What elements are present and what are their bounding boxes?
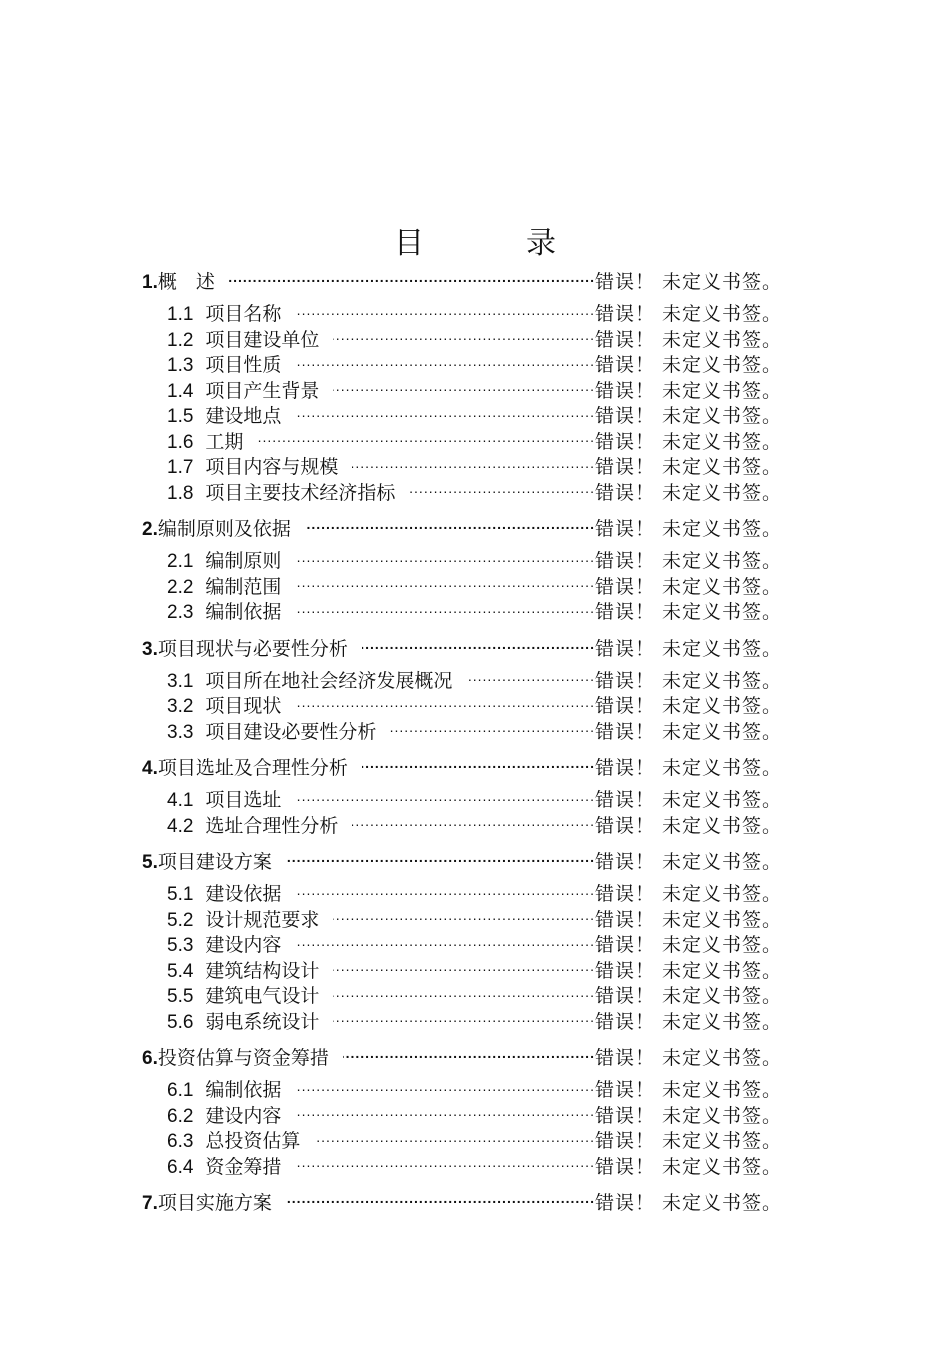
dot-leader (333, 958, 595, 977)
toc-entry-number: 1.3 (167, 355, 194, 376)
toc-entry-number: 3.1 (167, 670, 194, 692)
toc-section-entry[interactable] (142, 1009, 782, 1035)
toc-entry-title: 资金筹措 (205, 1155, 282, 1178)
toc-entry-title: 编制原则 (205, 550, 282, 572)
toc-chapter-entry[interactable] (142, 268, 782, 296)
toc-page-ref: 错误！ 未定义书签。 (594, 601, 782, 623)
toc-section-entry[interactable] (142, 574, 782, 600)
toc-page-ref: 错误！ 未定义书签。 (594, 328, 782, 351)
toc-entry-title: 项目选址 (205, 789, 282, 811)
toc-entry-title: 建筑电气设计 (205, 985, 320, 1007)
toc-entry-number: 1.4 (167, 380, 194, 402)
table-of-contents (142, 268, 782, 1217)
toc-entry-number: 1.5 (167, 406, 194, 427)
toc-entry-number: 5.6 (167, 1011, 194, 1033)
toc-section-entry[interactable] (142, 668, 782, 694)
toc-page-ref: 错误！ 未定义书签。 (594, 1047, 782, 1069)
toc-entry-title: 弱电系统设计 (205, 1010, 320, 1033)
toc-entry-title: 投资估算与资金筹措 (157, 1047, 329, 1069)
toc-entry-title: 编制依据 (205, 1079, 282, 1101)
dot-leader (295, 352, 595, 371)
dot-leader (286, 1190, 595, 1209)
dot-leader (295, 1154, 595, 1173)
toc-page-ref: 错误！ 未定义书签。 (594, 303, 782, 325)
toc-section-entry[interactable] (142, 301, 782, 327)
toc-entry-number: 1. (142, 272, 158, 293)
dot-leader (295, 301, 595, 320)
toc-entry-number: 6.4 (167, 1156, 194, 1178)
toc-entry-title: 项目实施方案 (157, 1192, 272, 1214)
toc-entry-number: 1.6 (167, 431, 194, 453)
toc-entry-title: 项目主要技术经济指标 (205, 481, 396, 504)
toc-page-ref: 错误！ 未定义书签。 (594, 1155, 782, 1178)
toc-page-ref: 错误！ 未定义书签。 (594, 637, 782, 660)
toc-page-ref: 错误！ 未定义书签。 (594, 481, 782, 504)
dot-leader (295, 403, 595, 422)
toc-entry-title: 项目性质 (205, 354, 282, 376)
toc-entry-number: 6.1 (167, 1080, 194, 1101)
toc-entry-title: 项目名称 (205, 303, 282, 325)
dot-leader (466, 668, 595, 687)
dot-leader (295, 932, 595, 951)
toc-section-entry[interactable] (142, 787, 782, 813)
toc-page-ref: 错误！ 未定义书签。 (594, 430, 782, 453)
toc-page-ref: 错误！ 未定义书签。 (594, 271, 782, 293)
dot-leader (352, 454, 595, 473)
toc-entry-number: 3.2 (167, 696, 194, 717)
toc-section-entry[interactable] (142, 932, 782, 958)
toc-page-ref: 错误！ 未定义书签。 (594, 1192, 782, 1214)
toc-entry-number: 2.3 (167, 602, 194, 623)
dot-leader (362, 636, 595, 655)
dot-leader (333, 983, 595, 1002)
toc-section-entry[interactable] (142, 378, 782, 404)
toc-entry-number: 4.2 (167, 815, 194, 837)
toc-entry-number: 1.7 (167, 457, 194, 478)
toc-entry-number: 6.3 (167, 1131, 194, 1152)
toc-entry-number: 5.4 (167, 960, 194, 982)
toc-chapter-entry[interactable] (142, 848, 782, 876)
dot-leader (333, 327, 595, 346)
toc-page-ref: 错误！ 未定义书签。 (594, 883, 782, 905)
toc-section-entry[interactable] (142, 983, 782, 1009)
toc-page-ref: 错误！ 未定义书签。 (594, 379, 782, 402)
toc-entry-title: 项目建设方案 (157, 851, 272, 873)
dot-leader (343, 1045, 595, 1064)
toc-entry-title: 建设内容 (205, 1104, 282, 1127)
toc-entry-title: 工期 (205, 430, 244, 453)
toc-section-entry[interactable] (142, 352, 782, 378)
dot-leader (295, 881, 595, 900)
toc-page-ref: 错误！ 未定义书签。 (594, 934, 782, 956)
toc-page-ref: 错误！ 未定义书签。 (594, 1079, 782, 1101)
dot-leader (257, 429, 595, 448)
toc-page-ref: 错误！ 未定义书签。 (594, 908, 782, 931)
toc-page-ref: 错误！ 未定义书签。 (594, 669, 782, 692)
toc-page-ref: 错误！ 未定义书签。 (594, 1130, 782, 1152)
toc-chapter-entry[interactable] (142, 635, 782, 663)
dot-leader (295, 599, 595, 618)
toc-page-ref: 错误！ 未定义书签。 (594, 1010, 782, 1033)
toc-entry-number: 2.1 (167, 551, 194, 572)
toc-section-entry[interactable] (142, 480, 782, 506)
toc-entry-title: 建设地点 (205, 405, 282, 427)
toc-entry-number: 5.2 (167, 909, 194, 931)
toc-section-entry[interactable] (142, 327, 782, 353)
dot-leader (295, 1077, 595, 1096)
dot-leader (314, 1128, 595, 1147)
toc-section-entry[interactable] (142, 1103, 782, 1129)
dot-leader (362, 755, 595, 774)
dot-leader (295, 693, 595, 712)
toc-entry-number: 4. (142, 758, 158, 779)
toc-chapter-entry[interactable] (142, 1044, 782, 1072)
dot-leader (390, 719, 595, 738)
toc-section-entry[interactable] (142, 1077, 782, 1103)
toc-entry-title: 选址合理性分析 (205, 814, 339, 837)
toc-chapter-entry[interactable] (142, 1189, 782, 1217)
toc-entry-title: 设计规范要求 (205, 908, 320, 931)
dot-leader (305, 516, 595, 535)
toc-entry-number: 5.3 (167, 935, 194, 956)
toc-entry-number: 5.5 (167, 986, 194, 1007)
toc-entry-number: 1.2 (167, 329, 194, 351)
toc-section-entry[interactable] (142, 1154, 782, 1180)
toc-entry-title: 总投资估算 (205, 1130, 301, 1152)
toc-page-ref: 错误！ 未定义书签。 (594, 985, 782, 1007)
toc-entry-title: 项目所在地社会经济发展概况 (205, 669, 453, 692)
toc-entry-title: 项目建设单位 (205, 328, 320, 351)
toc-entry-title: 编制范围 (205, 575, 282, 598)
toc-section-entry[interactable] (142, 548, 782, 574)
toc-page-ref: 错误！ 未定义书签。 (594, 814, 782, 837)
toc-entry-number: 5.1 (167, 884, 194, 905)
toc-page-ref: 错误！ 未定义书签。 (594, 405, 782, 427)
dot-leader (295, 787, 595, 806)
toc-page-ref: 错误！ 未定义书签。 (594, 1104, 782, 1127)
dot-leader (295, 548, 595, 567)
toc-section-entry[interactable] (142, 429, 782, 455)
toc-section-entry[interactable] (142, 719, 782, 745)
page-title: 目 录 (394, 226, 592, 261)
toc-section-entry[interactable] (142, 403, 782, 429)
toc-entry-title: 概 述 (157, 271, 215, 293)
toc-page-ref: 错误！ 未定义书签。 (594, 354, 782, 376)
toc-page-ref: 错误！ 未定义书签。 (594, 518, 782, 540)
toc-section-entry[interactable] (142, 1128, 782, 1154)
dot-leader (286, 849, 595, 868)
toc-entry-title: 项目产生背景 (205, 379, 320, 402)
toc-entry-title: 建设内容 (205, 934, 282, 956)
toc-entry-number: 2.2 (167, 576, 194, 598)
dot-leader (229, 269, 595, 288)
toc-entry-title: 编制原则及依据 (157, 518, 291, 540)
toc-section-entry[interactable] (142, 599, 782, 625)
dot-leader (333, 907, 595, 926)
toc-entry-number: 3. (142, 638, 158, 660)
toc-entry-title: 项目现状与必要性分析 (157, 637, 348, 660)
toc-entry-title: 项目现状 (205, 695, 282, 717)
toc-section-entry[interactable] (142, 693, 782, 719)
toc-entry-number: 5. (142, 852, 158, 873)
toc-entry-title: 建设依据 (205, 883, 282, 905)
toc-section-entry[interactable] (142, 907, 782, 933)
toc-entry-number: 2. (142, 519, 158, 540)
dot-leader (333, 378, 595, 397)
toc-page-ref: 错误！ 未定义书签。 (594, 575, 782, 598)
toc-entry-title: 建筑结构设计 (205, 959, 320, 982)
toc-chapter-entry[interactable] (142, 754, 782, 782)
toc-entry-number: 3.3 (167, 721, 194, 743)
dot-leader (352, 813, 595, 832)
toc-page-ref: 错误！ 未定义书签。 (594, 789, 782, 811)
toc-section-entry[interactable] (142, 881, 782, 907)
toc-entry-number: 1.1 (167, 304, 194, 325)
toc-page-ref: 错误！ 未定义书签。 (594, 959, 782, 982)
toc-page-ref: 错误！ 未定义书签。 (594, 720, 782, 743)
dot-leader (295, 574, 595, 593)
toc-page-ref: 错误！ 未定义书签。 (594, 550, 782, 572)
dot-leader (409, 480, 595, 499)
toc-entry-title: 项目内容与规模 (205, 456, 339, 478)
toc-page-ref: 错误！ 未定义书签。 (594, 757, 782, 779)
toc-section-entry[interactable] (142, 454, 782, 480)
toc-entry-number: 4.1 (167, 790, 194, 811)
toc-entry-number: 7. (142, 1193, 158, 1214)
toc-chapter-entry[interactable] (142, 515, 782, 543)
toc-entry-title: 项目建设必要性分析 (205, 720, 377, 743)
dot-leader (295, 1103, 595, 1122)
toc-entry-title: 项目选址及合理性分析 (157, 757, 348, 779)
toc-entry-number: 6. (142, 1048, 158, 1069)
toc-entry-number: 1.8 (167, 482, 194, 504)
toc-section-entry[interactable] (142, 958, 782, 984)
toc-section-entry[interactable] (142, 813, 782, 839)
dot-leader (333, 1009, 595, 1028)
toc-page-ref: 错误！ 未定义书签。 (594, 695, 782, 717)
toc-page-ref: 错误！ 未定义书签。 (594, 456, 782, 478)
toc-entry-number: 6.2 (167, 1105, 194, 1127)
toc-page-ref: 错误！ 未定义书签。 (594, 851, 782, 873)
toc-entry-title: 编制依据 (205, 601, 282, 623)
